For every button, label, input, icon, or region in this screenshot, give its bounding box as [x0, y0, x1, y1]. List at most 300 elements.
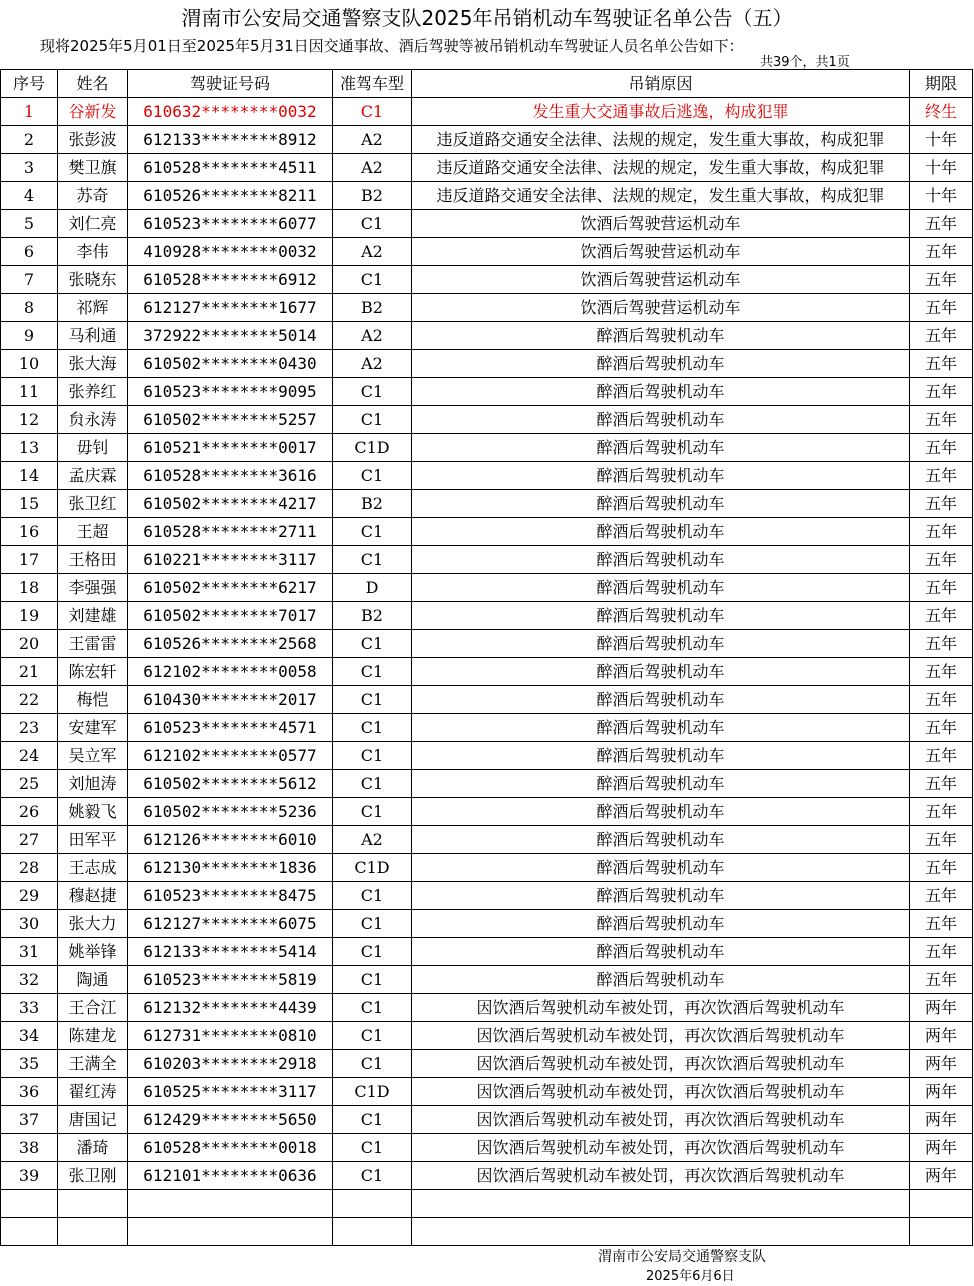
cell-index: 30: [1, 910, 58, 938]
cell-license-number: 610502********5257: [128, 406, 333, 434]
cell-vehicle-class: C1: [333, 882, 412, 910]
cell-vehicle-class: A2: [333, 238, 412, 266]
cell-index: 21: [1, 658, 58, 686]
empty-cell: [58, 1218, 128, 1246]
cell-term: 五年: [910, 714, 973, 742]
cell-license-number: 612731********0810: [128, 1022, 333, 1050]
issuing-organization: 渭南市公安局交通警察支队: [598, 1249, 766, 1265]
cell-reason: 醉酒后驾驶机动车: [412, 350, 910, 378]
empty-cell: [58, 1190, 128, 1218]
cell-term: 五年: [910, 630, 973, 658]
table-row: [1, 1078, 973, 1106]
cell-reason: 醉酒后驾驶机动车: [412, 658, 910, 686]
cell-vehicle-class: C1: [333, 378, 412, 406]
cell-license-number: 610203********2918: [128, 1050, 333, 1078]
cell-term: 两年: [910, 994, 973, 1022]
cell-term: 五年: [910, 210, 973, 238]
cell-license-number: 372922********5014: [128, 322, 333, 350]
table-row: [1, 266, 973, 294]
cell-name: 穆赵捷: [58, 882, 128, 910]
cell-license-number: 610502********7017: [128, 602, 333, 630]
cell-term: 两年: [910, 1078, 973, 1106]
cell-vehicle-class: C1: [333, 742, 412, 770]
cell-name: 陈建龙: [58, 1022, 128, 1050]
cell-reason: 饮酒后驾驶营运机动车: [412, 210, 910, 238]
cell-vehicle-class: C1: [333, 1134, 412, 1162]
table-header-row: [1, 70, 973, 98]
cell-reason: 违反道路交通安全法律、法规的规定，发生重大事故，构成犯罪: [412, 126, 910, 154]
cell-reason: 因饮酒后驾驶机动车被处罚，再次饮酒后驾驶机动车: [412, 1022, 910, 1050]
cell-vehicle-class: A2: [333, 826, 412, 854]
cell-name: 祁辉: [58, 294, 128, 322]
cell-vehicle-class: C1: [333, 798, 412, 826]
cell-name: 唐国记: [58, 1106, 128, 1134]
cell-license-number: 612133********5414: [128, 938, 333, 966]
cell-license-number: 410928********0032: [128, 238, 333, 266]
cell-term: 两年: [910, 1134, 973, 1162]
cell-license-number: 610528********2711: [128, 518, 333, 546]
cell-name: 安建军: [58, 714, 128, 742]
table-body: [1, 98, 973, 1246]
cell-name: 苏奇: [58, 182, 128, 210]
cell-term: 两年: [910, 1022, 973, 1050]
cell-vehicle-class: C1: [333, 770, 412, 798]
cell-license-number: 612127********1677: [128, 294, 333, 322]
cell-term: 五年: [910, 434, 973, 462]
table-row: [1, 938, 973, 966]
cell-reason: 醉酒后驾驶机动车: [412, 882, 910, 910]
cell-name: 陈宏轩: [58, 658, 128, 686]
cell-vehicle-class: C1: [333, 714, 412, 742]
cell-vehicle-class: C1D: [333, 854, 412, 882]
cell-term: 五年: [910, 238, 973, 266]
cell-term: 终生: [910, 98, 973, 126]
cell-name: 潘琦: [58, 1134, 128, 1162]
cell-vehicle-class: C1: [333, 266, 412, 294]
cell-license-number: 610502********5612: [128, 770, 333, 798]
cell-license-number: 610526********2568: [128, 630, 333, 658]
cell-reason: 醉酒后驾驶机动车: [412, 378, 910, 406]
cell-reason: 醉酒后驾驶机动车: [412, 462, 910, 490]
cell-vehicle-class: C1D: [333, 434, 412, 462]
table-row: [1, 994, 973, 1022]
cell-vehicle-class: A2: [333, 154, 412, 182]
cell-license-number: 610528********0018: [128, 1134, 333, 1162]
cell-term: 五年: [910, 826, 973, 854]
cell-license-number: 612102********0577: [128, 742, 333, 770]
cell-license-number: 612126********6010: [128, 826, 333, 854]
announcement-intro: 现将2025年5月01日至2025年5月31日因交通事故、酒后驾驶等被吊销机动车驾驶证人员名单公告如下：: [40, 37, 744, 55]
table-row: [1, 910, 973, 938]
cell-term: 五年: [910, 574, 973, 602]
cell-license-number: 610221********3117: [128, 546, 333, 574]
cell-vehicle-class: C1: [333, 98, 412, 126]
cell-index: 14: [1, 462, 58, 490]
cell-index: 22: [1, 686, 58, 714]
cell-reason: 醉酒后驾驶机动车: [412, 798, 910, 826]
table-row: [1, 126, 973, 154]
header-term: 期限: [910, 70, 973, 98]
cell-name: 张卫红: [58, 490, 128, 518]
cell-term: 五年: [910, 798, 973, 826]
cell-index: 7: [1, 266, 58, 294]
cell-name: 王雷雷: [58, 630, 128, 658]
cell-index: 34: [1, 1022, 58, 1050]
cell-index: 32: [1, 966, 58, 994]
cell-name: 刘旭涛: [58, 770, 128, 798]
cell-license-number: 610528********3616: [128, 462, 333, 490]
cell-name: 孟庆霖: [58, 462, 128, 490]
empty-cell: [333, 1190, 412, 1218]
table-row: [1, 1022, 973, 1050]
empty-cell: [1, 1190, 58, 1218]
cell-index: 20: [1, 630, 58, 658]
cell-name: 张晓东: [58, 266, 128, 294]
cell-reason: 醉酒后驾驶机动车: [412, 518, 910, 546]
cell-vehicle-class: C1: [333, 938, 412, 966]
issue-date: 2025年6月6日: [646, 1269, 735, 1284]
table-row: [1, 686, 973, 714]
table-row: [1, 882, 973, 910]
cell-vehicle-class: C1: [333, 406, 412, 434]
cell-reason: 因饮酒后驾驶机动车被处罚，再次饮酒后驾驶机动车: [412, 994, 910, 1022]
table-row: [1, 1162, 973, 1190]
table-row: [1, 1050, 973, 1078]
header-index: 序号: [1, 70, 58, 98]
cell-license-number: 610523********9095: [128, 378, 333, 406]
cell-index: 38: [1, 1134, 58, 1162]
cell-reason: 醉酒后驾驶机动车: [412, 574, 910, 602]
table-row: [1, 826, 973, 854]
cell-name: 刘仁亮: [58, 210, 128, 238]
header-license-number: 驾驶证号码: [128, 70, 333, 98]
cell-index: 39: [1, 1162, 58, 1190]
cell-license-number: 610523********4571: [128, 714, 333, 742]
cell-reason: 醉酒后驾驶机动车: [412, 742, 910, 770]
cell-reason: 因饮酒后驾驶机动车被处罚，再次饮酒后驾驶机动车: [412, 1106, 910, 1134]
cell-term: 五年: [910, 266, 973, 294]
cell-vehicle-class: B2: [333, 602, 412, 630]
cell-index: 37: [1, 1106, 58, 1134]
cell-reason: 因饮酒后驾驶机动车被处罚，再次饮酒后驾驶机动车: [412, 1050, 910, 1078]
cell-index: 26: [1, 798, 58, 826]
cell-index: 3: [1, 154, 58, 182]
cell-term: 五年: [910, 294, 973, 322]
table-row: [1, 1134, 973, 1162]
cell-index: 11: [1, 378, 58, 406]
table-row: [1, 490, 973, 518]
cell-vehicle-class: D: [333, 574, 412, 602]
table-row: [1, 854, 973, 882]
table-row: [1, 574, 973, 602]
cell-name: 吴立军: [58, 742, 128, 770]
empty-cell: [333, 1218, 412, 1246]
cell-vehicle-class: C1: [333, 1050, 412, 1078]
table-row: [1, 322, 973, 350]
cell-vehicle-class: B2: [333, 490, 412, 518]
cell-index: 29: [1, 882, 58, 910]
empty-cell: [128, 1218, 333, 1246]
cell-term: 五年: [910, 602, 973, 630]
cell-reason: 醉酒后驾驶机动车: [412, 966, 910, 994]
table-row: [1, 238, 973, 266]
page-title: 渭南市公安局交通警察支队2025年吊销机动车驾驶证名单公告（五）: [181, 6, 793, 30]
cell-reason: 醉酒后驾驶机动车: [412, 714, 910, 742]
cell-term: 十年: [910, 154, 973, 182]
cell-license-number: 610521********0017: [128, 434, 333, 462]
table-row: [1, 406, 973, 434]
cell-reason: 饮酒后驾驶营运机动车: [412, 266, 910, 294]
empty-row: [1, 1190, 973, 1218]
revocation-table: [0, 69, 973, 1246]
cell-index: 36: [1, 1078, 58, 1106]
empty-cell: [1, 1218, 58, 1246]
cell-reason: 醉酒后驾驶机动车: [412, 602, 910, 630]
cell-vehicle-class: C1: [333, 966, 412, 994]
cell-term: 五年: [910, 770, 973, 798]
cell-reason: 醉酒后驾驶机动车: [412, 490, 910, 518]
cell-license-number: 610502********4217: [128, 490, 333, 518]
cell-vehicle-class: A2: [333, 350, 412, 378]
cell-index: 12: [1, 406, 58, 434]
cell-name: 张卫刚: [58, 1162, 128, 1190]
cell-index: 17: [1, 546, 58, 574]
cell-index: 23: [1, 714, 58, 742]
cell-name: 贠永涛: [58, 406, 128, 434]
cell-name: 李伟: [58, 238, 128, 266]
cell-index: 10: [1, 350, 58, 378]
cell-vehicle-class: A2: [333, 322, 412, 350]
cell-reason: 因饮酒后驾驶机动车被处罚，再次饮酒后驾驶机动车: [412, 1162, 910, 1190]
cell-name: 王合江: [58, 994, 128, 1022]
cell-name: 陶通: [58, 966, 128, 994]
cell-index: 15: [1, 490, 58, 518]
cell-name: 李强强: [58, 574, 128, 602]
cell-license-number: 610528********6912: [128, 266, 333, 294]
cell-license-number: 610523********5819: [128, 966, 333, 994]
empty-row: [1, 1218, 973, 1246]
cell-name: 刘建雄: [58, 602, 128, 630]
cell-index: 18: [1, 574, 58, 602]
cell-name: 翟红涛: [58, 1078, 128, 1106]
cell-vehicle-class: C1: [333, 546, 412, 574]
table-row: [1, 742, 973, 770]
cell-license-number: 612133********8912: [128, 126, 333, 154]
table-row: [1, 966, 973, 994]
empty-cell: [910, 1190, 973, 1218]
cell-index: 9: [1, 322, 58, 350]
cell-name: 张大海: [58, 350, 128, 378]
cell-term: 五年: [910, 854, 973, 882]
cell-term: 五年: [910, 686, 973, 714]
cell-license-number: 610523********8475: [128, 882, 333, 910]
cell-reason: 饮酒后驾驶营运机动车: [412, 294, 910, 322]
cell-name: 马利通: [58, 322, 128, 350]
table-row: [1, 210, 973, 238]
table-row: [1, 546, 973, 574]
cell-term: 五年: [910, 658, 973, 686]
table-row: [1, 770, 973, 798]
cell-license-number: 612429********5650: [128, 1106, 333, 1134]
cell-name: 梅恺: [58, 686, 128, 714]
table-row: [1, 798, 973, 826]
cell-reason: 违反道路交通安全法律、法规的规定，发生重大事故，构成犯罪: [412, 182, 910, 210]
cell-vehicle-class: B2: [333, 182, 412, 210]
cell-vehicle-class: C1: [333, 686, 412, 714]
empty-cell: [910, 1218, 973, 1246]
table-row: [1, 518, 973, 546]
cell-term: 五年: [910, 518, 973, 546]
cell-term: 五年: [910, 490, 973, 518]
cell-license-number: 612130********1836: [128, 854, 333, 882]
cell-license-number: 610523********6077: [128, 210, 333, 238]
cell-vehicle-class: A2: [333, 126, 412, 154]
cell-index: 4: [1, 182, 58, 210]
cell-reason: 醉酒后驾驶机动车: [412, 434, 910, 462]
cell-term: 两年: [910, 1106, 973, 1134]
cell-vehicle-class: B2: [333, 294, 412, 322]
cell-reason: 醉酒后驾驶机动车: [412, 546, 910, 574]
table-row: [1, 182, 973, 210]
cell-index: 27: [1, 826, 58, 854]
cell-term: 五年: [910, 350, 973, 378]
table-row: [1, 294, 973, 322]
cell-reason: 醉酒后驾驶机动车: [412, 854, 910, 882]
cell-name: 王超: [58, 518, 128, 546]
cell-license-number: 610502********6217: [128, 574, 333, 602]
cell-name: 张养红: [58, 378, 128, 406]
cell-name: 姚毅飞: [58, 798, 128, 826]
cell-index: 33: [1, 994, 58, 1022]
cell-index: 5: [1, 210, 58, 238]
table-row: [1, 658, 973, 686]
cell-reason: 醉酒后驾驶机动车: [412, 770, 910, 798]
table-row: [1, 602, 973, 630]
cell-reason: 醉酒后驾驶机动车: [412, 686, 910, 714]
cell-vehicle-class: C1: [333, 1162, 412, 1190]
record-count: 共39个，共1页: [760, 55, 850, 70]
cell-term: 两年: [910, 1162, 973, 1190]
cell-term: 五年: [910, 966, 973, 994]
cell-index: 25: [1, 770, 58, 798]
cell-vehicle-class: C1D: [333, 1078, 412, 1106]
empty-cell: [128, 1190, 333, 1218]
cell-vehicle-class: C1: [333, 910, 412, 938]
cell-vehicle-class: C1: [333, 630, 412, 658]
cell-license-number: 610525********3117: [128, 1078, 333, 1106]
cell-license-number: 610430********2017: [128, 686, 333, 714]
table-row: [1, 1106, 973, 1134]
table-row: [1, 98, 973, 126]
cell-index: 1: [1, 98, 58, 126]
cell-license-number: 612101********0636: [128, 1162, 333, 1190]
cell-license-number: 610528********4511: [128, 154, 333, 182]
cell-index: 31: [1, 938, 58, 966]
cell-name: 田军平: [58, 826, 128, 854]
cell-index: 24: [1, 742, 58, 770]
cell-term: 五年: [910, 742, 973, 770]
cell-license-number: 612127********6075: [128, 910, 333, 938]
cell-vehicle-class: C1: [333, 994, 412, 1022]
cell-name: 张大力: [58, 910, 128, 938]
table-row: [1, 714, 973, 742]
cell-term: 五年: [910, 910, 973, 938]
cell-term: 五年: [910, 378, 973, 406]
cell-license-number: 612132********4439: [128, 994, 333, 1022]
cell-index: 28: [1, 854, 58, 882]
cell-name: 樊卫旗: [58, 154, 128, 182]
cell-index: 16: [1, 518, 58, 546]
cell-license-number: 610502********5236: [128, 798, 333, 826]
cell-reason: 醉酒后驾驶机动车: [412, 826, 910, 854]
cell-term: 十年: [910, 182, 973, 210]
cell-reason: 醉酒后驾驶机动车: [412, 322, 910, 350]
table-row: [1, 378, 973, 406]
cell-index: 8: [1, 294, 58, 322]
cell-term: 五年: [910, 406, 973, 434]
cell-name: 张彭波: [58, 126, 128, 154]
cell-term: 五年: [910, 882, 973, 910]
cell-license-number: 612102********0058: [128, 658, 333, 686]
cell-reason: 饮酒后驾驶营运机动车: [412, 238, 910, 266]
cell-vehicle-class: C1: [333, 462, 412, 490]
table-row: [1, 630, 973, 658]
cell-term: 十年: [910, 126, 973, 154]
cell-term: 五年: [910, 462, 973, 490]
cell-name: 王满全: [58, 1050, 128, 1078]
cell-reason: 违反道路交通安全法律、法规的规定，发生重大事故，构成犯罪: [412, 154, 910, 182]
cell-index: 19: [1, 602, 58, 630]
cell-reason: 因饮酒后驾驶机动车被处罚，再次饮酒后驾驶机动车: [412, 1134, 910, 1162]
cell-vehicle-class: C1: [333, 518, 412, 546]
cell-term: 五年: [910, 546, 973, 574]
table-row: [1, 434, 973, 462]
cell-reason: 醉酒后驾驶机动车: [412, 630, 910, 658]
cell-vehicle-class: C1: [333, 210, 412, 238]
header-name: 姓名: [58, 70, 128, 98]
cell-name: 毋钊: [58, 434, 128, 462]
cell-vehicle-class: C1: [333, 1106, 412, 1134]
cell-term: 五年: [910, 938, 973, 966]
cell-reason: 因饮酒后驾驶机动车被处罚，再次饮酒后驾驶机动车: [412, 1078, 910, 1106]
cell-index: 13: [1, 434, 58, 462]
empty-cell: [412, 1190, 910, 1218]
header-reason: 吊销原因: [412, 70, 910, 98]
cell-index: 6: [1, 238, 58, 266]
cell-vehicle-class: C1: [333, 658, 412, 686]
cell-vehicle-class: C1: [333, 1022, 412, 1050]
cell-name: 谷新发: [58, 98, 128, 126]
cell-name: 王志成: [58, 854, 128, 882]
empty-cell: [412, 1218, 910, 1246]
cell-index: 35: [1, 1050, 58, 1078]
cell-term: 五年: [910, 322, 973, 350]
table-row: [1, 462, 973, 490]
cell-reason: 醉酒后驾驶机动车: [412, 910, 910, 938]
cell-reason: 醉酒后驾驶机动车: [412, 406, 910, 434]
cell-license-number: 610632********0032: [128, 98, 333, 126]
cell-license-number: 610526********8211: [128, 182, 333, 210]
cell-license-number: 610502********0430: [128, 350, 333, 378]
table-row: [1, 350, 973, 378]
header-vehicle-class: 准驾车型: [333, 70, 412, 98]
cell-reason: 醉酒后驾驶机动车: [412, 938, 910, 966]
cell-name: 王格田: [58, 546, 128, 574]
cell-index: 2: [1, 126, 58, 154]
table-row: [1, 154, 973, 182]
cell-name: 姚举锋: [58, 938, 128, 966]
cell-term: 两年: [910, 1050, 973, 1078]
